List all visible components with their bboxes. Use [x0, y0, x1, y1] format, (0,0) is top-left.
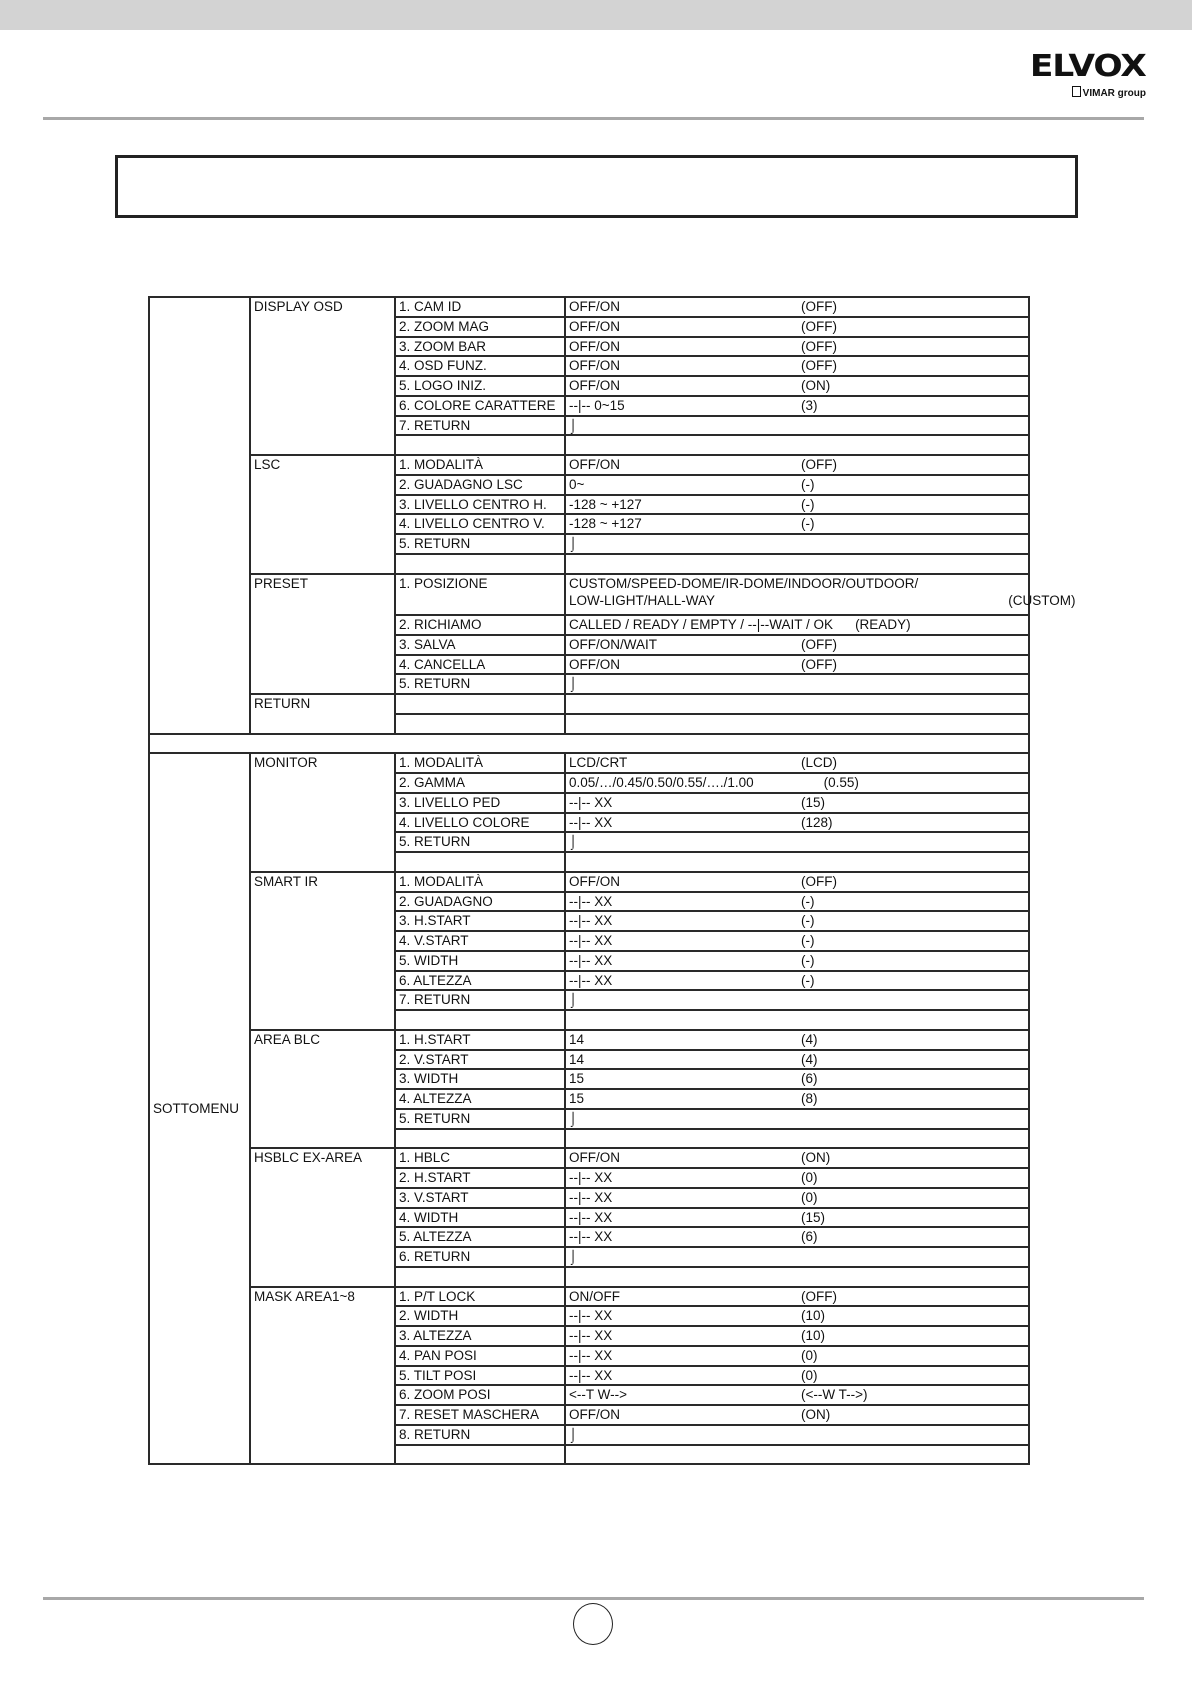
item-range: -128 ~ +127	[569, 516, 642, 532]
item-range: CUSTOM/SPEED-DOME/IR-DOME/INDOOR/OUTDOOR/ LOW-LIGHT/HALL-WAY	[569, 575, 919, 608]
item-range: OFF/ON	[569, 318, 620, 334]
item-value	[565, 495, 1029, 515]
item-range: CALLED / READY / EMPTY / --|--WAIT / OK	[569, 617, 834, 632]
page-number-circle	[573, 1603, 613, 1645]
item-label: 5. RETURN	[395, 1109, 565, 1129]
item-label: 1. P/T LOCK	[395, 1287, 565, 1307]
item-label: 1. CAM ID	[395, 297, 565, 317]
item-range: OFF/ON	[569, 378, 620, 393]
item-label: 3. SALVA	[395, 635, 565, 655]
item-value	[565, 1405, 1029, 1425]
item-range: ⌡	[569, 992, 578, 1008]
item-range: --|-- XX	[569, 814, 613, 830]
item-default: (10)	[801, 1308, 826, 1324]
item-value	[565, 1247, 1029, 1267]
item-range: ⌡	[569, 417, 578, 433]
item-value	[565, 990, 1029, 1010]
item-value	[565, 1208, 1029, 1228]
item-value	[565, 753, 1029, 773]
item-value	[565, 635, 1029, 655]
item-value	[565, 297, 1029, 317]
item-label	[395, 852, 565, 872]
item-value	[565, 396, 1029, 416]
item-label	[395, 1267, 565, 1287]
menu-row	[149, 1148, 1029, 1168]
item-default: (4)	[801, 1031, 818, 1047]
item-default: (-)	[801, 476, 815, 492]
item-value	[565, 317, 1029, 337]
item-value	[565, 1069, 1029, 1089]
item-default: (ON)	[801, 378, 831, 393]
item-default: (READY)	[855, 617, 911, 632]
item-range: --|-- XX	[569, 933, 613, 948]
item-label: 4. V.START	[395, 931, 565, 951]
item-label: 2. V.START	[395, 1050, 565, 1070]
title-box	[115, 155, 1078, 218]
item-value	[565, 892, 1029, 912]
item-value	[565, 971, 1029, 991]
item-label: 1. MODALITÀ	[395, 455, 565, 475]
menu-row	[149, 1287, 1029, 1307]
item-label: 4. OSD FUNZ.	[395, 356, 565, 376]
item-value	[565, 793, 1029, 813]
item-default: (0.55)	[823, 775, 859, 790]
item-default: (10)	[801, 1328, 826, 1343]
item-range: OFF/ON	[569, 656, 620, 672]
item-range: OFF/ON	[569, 338, 620, 354]
item-label	[395, 714, 565, 734]
item-default: (-)	[801, 893, 815, 909]
item-label: 2. RICHIAMO	[395, 615, 565, 635]
item-default: (LCD)	[801, 755, 837, 771]
vimar-icon	[1072, 86, 1081, 97]
item-range: --|-- XX	[569, 952, 613, 968]
item-range: 14	[569, 1031, 585, 1047]
item-range: ⌡	[569, 1110, 578, 1126]
item-label	[395, 435, 565, 455]
item-label: 4. CANCELLA	[395, 655, 565, 675]
item-label: 5. RETURN	[395, 674, 565, 694]
item-default: (ON)	[801, 1150, 831, 1166]
item-range: OFF/ON	[569, 873, 620, 889]
item-value	[565, 1366, 1029, 1386]
item-value	[565, 1346, 1029, 1366]
header-divider	[43, 117, 1144, 120]
item-value	[565, 1425, 1029, 1445]
item-label: 4. PAN POSI	[395, 1346, 565, 1366]
item-default: (ON)	[801, 1407, 831, 1422]
elvox-logo	[1004, 49, 1146, 102]
item-value	[565, 773, 1029, 793]
item-range: --|-- XX	[569, 794, 613, 810]
submenu-label: HSBLC EX-AREA	[250, 1148, 395, 1286]
item-label: 3. ZOOM BAR	[395, 337, 565, 357]
submenu-label: DISPLAY OSD	[250, 297, 395, 455]
osd-menu-table	[148, 296, 1076, 1465]
item-range: --|-- XX	[569, 1229, 613, 1245]
item-range: --|-- 0~15	[569, 397, 625, 413]
item-label: 1. H.START	[395, 1030, 565, 1050]
item-label: 5. RETURN	[395, 832, 565, 852]
item-value	[565, 1287, 1029, 1307]
item-label: 4. LIVELLO COLORE	[395, 813, 565, 833]
item-value	[565, 435, 1029, 455]
item-range: ON/OFF	[569, 1288, 620, 1304]
item-value	[565, 852, 1029, 872]
item-value	[565, 574, 1076, 616]
item-label: 6. ALTEZZA	[395, 971, 565, 991]
item-default: (OFF)	[801, 656, 837, 672]
item-range: OFF/ON	[569, 457, 620, 472]
item-label	[395, 554, 565, 574]
item-label: 3. LIVELLO CENTRO H.	[395, 495, 565, 515]
menu-row	[149, 872, 1029, 892]
item-label	[395, 1010, 565, 1030]
section-label	[149, 297, 250, 734]
item-label: 6. ZOOM POSI	[395, 1385, 565, 1405]
item-value	[565, 1168, 1029, 1188]
item-range: ⌡	[569, 676, 578, 692]
item-default: (OFF)	[801, 1288, 837, 1304]
item-default: (0)	[801, 1367, 818, 1383]
item-default: (0)	[801, 1189, 818, 1205]
item-range: OFF/ON	[569, 1407, 620, 1422]
item-range: OFF/ON	[569, 358, 620, 374]
item-value	[565, 694, 1029, 714]
item-label: 5. LOGO INIZ.	[395, 376, 565, 396]
item-value	[565, 534, 1029, 554]
item-label: 3. ALTEZZA	[395, 1326, 565, 1346]
item-default: (CUSTOM)	[1008, 592, 1076, 608]
item-value	[565, 1089, 1029, 1109]
section-label: SOTTOMENU	[149, 753, 250, 1464]
menu-row	[149, 753, 1029, 773]
item-value	[565, 1010, 1029, 1030]
item-label: 6. COLORE CARATTERE	[395, 396, 565, 416]
item-range: OFF/ON	[569, 1150, 620, 1166]
item-range: 15	[569, 1091, 585, 1106]
submenu-label: RETURN	[250, 694, 395, 734]
item-default: (-)	[801, 913, 815, 929]
item-range: -128 ~ +127	[569, 496, 642, 512]
item-value	[565, 931, 1029, 951]
item-label: 1. POSIZIONE	[395, 574, 565, 616]
item-value	[565, 1445, 1029, 1465]
item-value	[565, 1267, 1029, 1287]
item-default: (15)	[801, 794, 826, 810]
item-default: (OFF)	[801, 299, 837, 314]
item-default: (OFF)	[801, 873, 837, 889]
item-default: (128)	[801, 814, 833, 830]
item-range: ⌡	[569, 1249, 578, 1264]
item-range: ⌡	[569, 536, 578, 551]
item-default: (OFF)	[801, 457, 837, 472]
item-default: (-)	[801, 972, 815, 988]
item-range: --|-- XX	[569, 1170, 613, 1185]
item-range: 14	[569, 1051, 585, 1067]
item-default: (-)	[801, 516, 815, 532]
item-range: --|-- XX	[569, 1347, 613, 1363]
item-value	[565, 872, 1029, 892]
item-label: 5. RETURN	[395, 534, 565, 554]
item-value	[565, 1188, 1029, 1208]
item-label: 2. H.START	[395, 1168, 565, 1188]
header-bar	[0, 0, 1192, 30]
item-value	[565, 455, 1029, 475]
footer-divider	[43, 1597, 1144, 1600]
item-value	[565, 337, 1029, 357]
item-default: (3)	[801, 397, 818, 413]
submenu-label: SMART IR	[250, 872, 395, 1030]
logo-group-text: VIMAR group	[1082, 88, 1146, 99]
submenu-label: LSC	[250, 455, 395, 574]
item-value	[565, 911, 1029, 931]
item-value	[565, 475, 1029, 495]
item-label: 5. ALTEZZA	[395, 1227, 565, 1247]
menu-row	[149, 574, 1029, 616]
item-default: (0)	[801, 1170, 818, 1185]
submenu-label: PRESET	[250, 574, 395, 695]
item-default: (OFF)	[801, 318, 837, 334]
item-label: 2. GUADAGNO	[395, 892, 565, 912]
item-label: 1. MODALITÀ	[395, 872, 565, 892]
item-range: --|-- XX	[569, 913, 613, 929]
menu-row	[149, 455, 1029, 475]
logo-group	[1072, 86, 1146, 100]
item-label: 3. WIDTH	[395, 1069, 565, 1089]
item-default: (OFF)	[801, 338, 837, 354]
item-range: LCD/CRT	[569, 755, 628, 771]
item-label: 3. H.START	[395, 911, 565, 931]
item-range: --|-- XX	[569, 1328, 613, 1343]
separator-cell	[149, 734, 1029, 754]
item-value	[565, 416, 1029, 436]
item-default: (8)	[801, 1091, 818, 1106]
item-range: ⌡	[569, 834, 578, 850]
item-range: ⌡	[569, 1426, 578, 1442]
item-value	[565, 356, 1029, 376]
item-default: (0)	[801, 1347, 818, 1363]
item-label: 7. RETURN	[395, 416, 565, 436]
item-label: 4. ALTEZZA	[395, 1089, 565, 1109]
item-default: (<--W T-->)	[801, 1387, 868, 1403]
item-label: 7. RETURN	[395, 990, 565, 1010]
item-value	[565, 1326, 1029, 1346]
item-label: 1. HBLC	[395, 1148, 565, 1168]
item-default: (-)	[801, 496, 815, 512]
item-value	[565, 813, 1029, 833]
item-value	[565, 1148, 1029, 1168]
item-value	[565, 1109, 1029, 1129]
item-range: --|-- XX	[569, 1209, 613, 1225]
item-value	[565, 1385, 1029, 1405]
item-value	[565, 714, 1029, 734]
submenu-label: MONITOR	[250, 753, 395, 872]
item-label: 3. V.START	[395, 1188, 565, 1208]
item-value	[565, 832, 1029, 852]
item-label: 2. GUADAGNO LSC	[395, 475, 565, 495]
item-default: (6)	[801, 1229, 818, 1245]
submenu-label: AREA BLC	[250, 1030, 395, 1149]
item-range: OFF/ON	[569, 299, 620, 314]
item-range: --|-- XX	[569, 893, 613, 909]
item-default: (4)	[801, 1051, 818, 1067]
item-label	[395, 1445, 565, 1465]
item-value	[565, 1050, 1029, 1070]
item-value	[565, 951, 1029, 971]
item-value	[565, 1227, 1029, 1247]
item-value	[565, 674, 1029, 694]
item-value	[565, 1030, 1029, 1050]
item-label: 5. WIDTH	[395, 951, 565, 971]
item-label: 6. RETURN	[395, 1247, 565, 1267]
item-default: (15)	[801, 1209, 826, 1225]
item-range: 0~	[569, 476, 585, 492]
menu-row	[149, 694, 1029, 714]
menu-row	[149, 1030, 1029, 1050]
logo-brand: ELVOX	[1030, 49, 1146, 84]
item-label: 5. TILT POSI	[395, 1366, 565, 1386]
item-default: (-)	[801, 952, 815, 968]
item-range: --|-- XX	[569, 1189, 613, 1205]
item-label	[395, 1129, 565, 1149]
item-label: 2. WIDTH	[395, 1306, 565, 1326]
item-range: OFF/ON/WAIT	[569, 636, 657, 652]
item-range: --|-- XX	[569, 1367, 613, 1383]
item-range: 0.05/…/0.45/0.50/0.55/…./1.00	[569, 775, 754, 790]
item-label: 2. ZOOM MAG	[395, 317, 565, 337]
separator-row	[149, 734, 1029, 754]
item-label: 1. MODALITÀ	[395, 753, 565, 773]
item-label: 7. RESET MASCHERA	[395, 1405, 565, 1425]
item-value	[565, 554, 1029, 574]
item-range: <--T W-->	[569, 1387, 628, 1403]
menu-row	[149, 297, 1029, 317]
item-label: 2. GAMMA	[395, 773, 565, 793]
item-value	[565, 1129, 1029, 1149]
submenu-label: MASK AREA1~8	[250, 1287, 395, 1465]
item-value	[565, 1306, 1029, 1326]
item-default: (-)	[801, 933, 815, 948]
item-range: 15	[569, 1071, 585, 1087]
item-label: 4. LIVELLO CENTRO V.	[395, 514, 565, 534]
item-label: 3. LIVELLO PED	[395, 793, 565, 813]
item-label: 8. RETURN	[395, 1425, 565, 1445]
item-label	[395, 694, 565, 714]
item-range: --|-- XX	[569, 972, 613, 988]
item-value	[565, 514, 1029, 534]
item-value	[565, 376, 1029, 396]
item-value	[565, 615, 1029, 635]
item-value	[565, 655, 1029, 675]
item-default: (OFF)	[801, 636, 837, 652]
item-default: (6)	[801, 1071, 818, 1087]
item-default: (OFF)	[801, 358, 837, 374]
item-label: 4. WIDTH	[395, 1208, 565, 1228]
item-range: --|-- XX	[569, 1308, 613, 1324]
